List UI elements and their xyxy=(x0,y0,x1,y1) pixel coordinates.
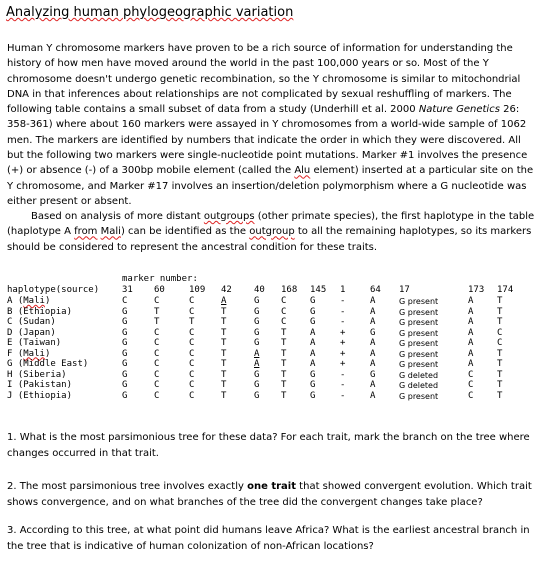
table-cell: T xyxy=(281,359,287,369)
marker-header-40: 40 xyxy=(254,285,265,295)
table-cell: A xyxy=(370,380,376,390)
marker-header-17: 17 xyxy=(399,285,410,295)
haplotype-label: A (Mali) xyxy=(7,296,51,306)
table-cell: G xyxy=(122,306,128,317)
table-cell: G xyxy=(122,338,128,348)
intro-text-2: 26: 358-361) where about 160 markers were assayed in Y chromosomes from a world-wide sample of 1062 men. The markers are identified by numbers that indicate the order in which they were discovered. All but the following two markers were single-nucleotide point mutations. Marker #1 involves the presence (+) or absence (-) of a 300bp mobile element (called the xyxy=(7,104,528,177)
table-cell: G xyxy=(370,327,376,338)
haplotype-label: C (Sudan) xyxy=(7,317,56,327)
table-cell: T xyxy=(221,359,227,369)
table-cell: A xyxy=(468,348,474,359)
table-cell: A xyxy=(310,348,316,359)
mali-term: Mali xyxy=(100,226,121,238)
table-cell: G present xyxy=(399,297,439,306)
table-cell: T xyxy=(281,327,287,338)
table-cell: - xyxy=(340,317,346,327)
table-cell: T xyxy=(497,306,503,317)
table-cell: + xyxy=(340,327,346,338)
table-cell: G xyxy=(122,348,128,359)
haplotype-table xyxy=(7,274,539,416)
table-cell: C xyxy=(154,380,160,390)
table-cell: C xyxy=(154,359,160,369)
para2-text-b: (other primate species), the first haplotype in the table (haplotype A xyxy=(7,211,535,238)
haplotype-label: I (Pakistan) xyxy=(7,380,73,390)
question-3: 3. According to this tree, at what point did humans leave Africa? What is the earliest ancestral branch in the tree that is indicative of human colonization of non-African locations? xyxy=(7,525,530,552)
table-cell: C xyxy=(189,327,195,338)
table-cell: G xyxy=(310,390,316,401)
table-cell: C xyxy=(154,327,160,338)
table-cell: A xyxy=(468,359,474,369)
table-cell: G present xyxy=(399,391,439,401)
table-cell: A xyxy=(468,327,474,338)
table-cell: A xyxy=(310,338,316,348)
marker-number-label: marker number: xyxy=(122,274,198,284)
table-cell: G xyxy=(122,359,128,369)
table-cell: - xyxy=(340,296,346,306)
table-cell: G xyxy=(310,369,316,380)
table-cell: G present xyxy=(399,360,439,369)
table-cell: - xyxy=(340,380,346,390)
table-cell: T xyxy=(221,327,227,338)
table-cell: C xyxy=(154,338,160,348)
table-cell: A xyxy=(370,348,376,359)
table-cell: G present xyxy=(399,307,439,317)
table-cell: + xyxy=(340,338,346,348)
table-cell: G xyxy=(122,369,128,380)
table-cell: G xyxy=(122,390,128,401)
table-cell: G xyxy=(254,306,260,317)
table-cell: A xyxy=(221,296,227,306)
table-cell: T xyxy=(497,359,503,369)
table-cell: A xyxy=(370,317,376,327)
marker-header-60: 60 xyxy=(154,285,165,295)
marker-header-174: 174 xyxy=(497,285,514,295)
table-cell: G xyxy=(254,327,260,338)
intro-text-3: element) inserted at a particular site on the Y chromosome, and Marker #17 involves an insertion/deletion polymorphism where a G nucleotide was either present or absent. xyxy=(7,165,534,207)
journal-name: Nature Genetics xyxy=(418,104,500,116)
table-cell: C xyxy=(154,296,160,306)
column-header-haplotype: haplotype(source) xyxy=(7,285,100,295)
table-cell: + xyxy=(340,359,346,369)
marker-header-31: 31 xyxy=(122,285,133,295)
table-cell: T xyxy=(221,317,227,327)
table-cell: A xyxy=(370,390,376,401)
marker-header-145: 145 xyxy=(310,285,327,295)
table-cell: T xyxy=(221,390,227,401)
table-cell: C xyxy=(189,359,195,369)
table-cell: G present xyxy=(399,349,439,359)
table-cell: - xyxy=(340,369,346,380)
table-cell: G deleted xyxy=(399,381,439,390)
table-cell: C xyxy=(189,380,195,390)
table-cell: A xyxy=(468,306,474,317)
table-cell: G present xyxy=(399,318,439,327)
alu-term: Alu xyxy=(294,165,311,177)
question-2 xyxy=(7,479,539,511)
marker-header-173: 173 xyxy=(468,285,485,295)
table-cell: G xyxy=(254,338,260,348)
table-cell: T xyxy=(281,390,287,401)
table-cell: A xyxy=(468,338,474,348)
table-cell: C xyxy=(497,327,503,338)
table-cell: C xyxy=(468,380,474,390)
table-cell: C xyxy=(189,369,195,380)
table-cell: A xyxy=(468,317,474,327)
table-cell: G xyxy=(370,369,376,380)
marker-header-42: 42 xyxy=(221,285,232,295)
table-cell: C xyxy=(281,306,287,317)
table-cell: T xyxy=(221,306,227,317)
para2-text-a: Based on analysis of more distant xyxy=(31,211,204,222)
table-cell: A xyxy=(254,348,260,359)
table-cell: C xyxy=(189,338,195,348)
table-cell: T xyxy=(221,348,227,359)
table-cell: C xyxy=(189,306,195,317)
outgroups-term: outgroups xyxy=(203,211,255,222)
table-cell: T xyxy=(189,317,195,327)
haplotype-label: J (Ethiopia) xyxy=(7,390,73,401)
intro-text-1: Human Y chromosome markers have proven to be a rich source of information for understanding the history of how men have moved around the world in the past 100,000 years or so. Most of the Y chromosome doesn't undergo genetic recombination, so the Y chromosome is similar to mitochondrial DNA in that inferences about relationships are not complicated by sexual reshuffling of markers. The following table contains a small subset of data from a study (Underhill et al. 2000 xyxy=(7,43,521,116)
table-cell: T xyxy=(221,338,227,348)
table-cell: T xyxy=(281,348,287,359)
table-cell: C xyxy=(281,317,287,327)
haplotype-label: E (Taiwan) xyxy=(7,338,62,348)
table-cell: + xyxy=(340,348,346,359)
table-cell: G xyxy=(254,380,260,390)
table-cell: T xyxy=(497,390,503,401)
table-cell: T xyxy=(281,338,287,348)
table-cell: G xyxy=(310,317,316,327)
q2-emphasis: one trait xyxy=(247,481,296,492)
table-cell: G xyxy=(254,317,260,327)
table-cell: T xyxy=(497,296,503,306)
table-cell: A xyxy=(370,338,376,348)
marker-header-1: 1 xyxy=(340,285,346,295)
table-cell: T xyxy=(221,380,227,390)
table-cell: C xyxy=(189,296,195,306)
table-cell: C xyxy=(154,390,160,401)
table-cell: T xyxy=(154,306,160,317)
haplotype-label: B (Ethiopia) xyxy=(7,306,73,317)
table-cell: G present xyxy=(399,328,439,338)
para2-text-d: to all the remaining haplotypes, so its markers should be considered to represent the ancestral condition for these traits. xyxy=(7,226,532,253)
outgroup-term: outgroup xyxy=(249,226,295,238)
para2-text-c: ) can be identified as the xyxy=(120,226,250,238)
table-cell: T xyxy=(497,317,503,327)
table-cell: - xyxy=(340,390,346,401)
table-cell: A xyxy=(370,296,376,306)
table-cell: G xyxy=(122,380,128,390)
question-1: 1. What is the most parsimonious tree for these data? For each trait, mark the branch on the tree where changes occurred in that trait. xyxy=(7,432,530,459)
table-cell: G xyxy=(310,380,316,390)
table-cell: C xyxy=(468,369,474,380)
table-cell: T xyxy=(281,369,287,380)
table-cell: G xyxy=(254,369,260,380)
table-cell: C xyxy=(497,338,503,348)
marker-header-168: 168 xyxy=(281,285,298,295)
table-cell: G xyxy=(310,306,316,317)
table-cell: A xyxy=(370,306,376,317)
question-2-text: 2. The most parsimonious tree involves exactly one trait that showed convergent evolution. Which trait shows convergence, and on what branches of the tree did the convergent changes take place? xyxy=(7,481,532,508)
table-cell: T xyxy=(154,317,160,327)
marker-header-109: 109 xyxy=(189,285,206,295)
table-cell: G present xyxy=(399,339,439,348)
table-cell: C xyxy=(189,390,195,401)
outgroup-paragraph xyxy=(7,209,539,255)
table-cell: A xyxy=(310,359,316,369)
haplotype-label: G (Middle East) xyxy=(7,359,89,369)
table-cell: - xyxy=(340,306,346,317)
table-cell: T xyxy=(281,380,287,390)
table-cell: T xyxy=(497,369,503,380)
table-cell: G xyxy=(310,296,316,306)
table-cell: A xyxy=(254,359,260,369)
title-text: Analyzing human phylogeographic variation xyxy=(6,5,294,20)
table-cell: C xyxy=(154,369,160,380)
table-cell: A xyxy=(310,327,316,338)
from-term: from xyxy=(74,226,98,238)
haplotype-label: H (Siberia) xyxy=(7,369,67,380)
page-title xyxy=(6,5,293,20)
haplotype-label: D (Japan) xyxy=(7,327,56,338)
table-cell: T xyxy=(497,380,503,390)
table-cell: G xyxy=(122,317,128,327)
table-cell: G xyxy=(254,390,260,401)
table-cell: C xyxy=(468,390,474,401)
table-cell: C xyxy=(281,296,287,306)
table-cell: A xyxy=(468,296,474,306)
intro-paragraph xyxy=(7,41,539,209)
table-cell: C xyxy=(189,348,195,359)
table-cell: A xyxy=(370,359,376,369)
haplotype-label: F (Mali) xyxy=(7,348,51,359)
table-cell: G xyxy=(122,327,128,338)
table-cell: T xyxy=(497,348,503,359)
table-cell: T xyxy=(221,369,227,380)
table-cell: C xyxy=(154,348,160,359)
table-cell: G deleted xyxy=(399,370,439,380)
table-cell: G xyxy=(254,296,260,306)
marker-header-64: 64 xyxy=(370,285,381,295)
table-cell: C xyxy=(122,296,128,306)
